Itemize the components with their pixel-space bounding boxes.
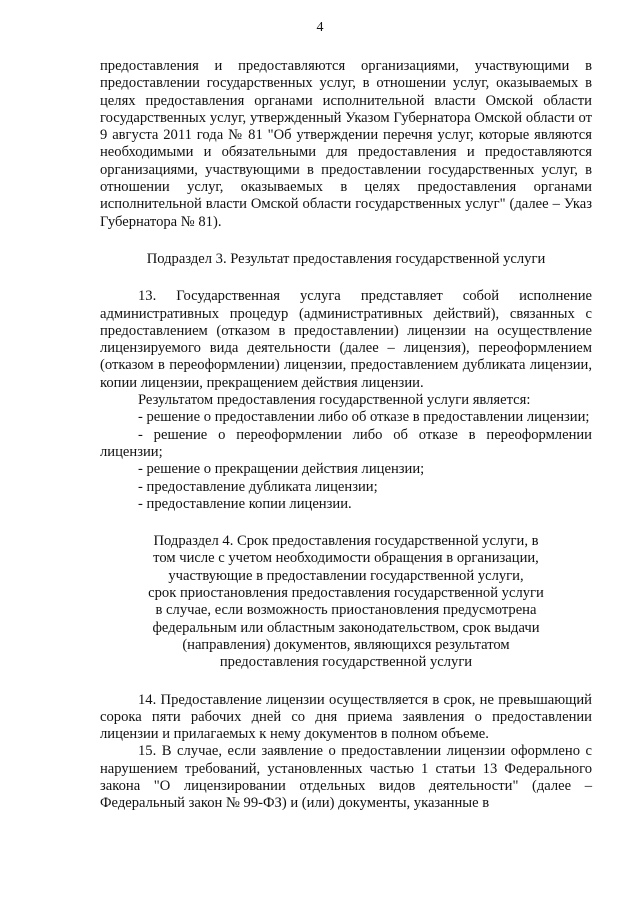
subsection-4-heading-line: федеральным или областным законодательством, срок выдачи [152, 619, 540, 636]
paragraph-13: 13. Государственная услуга представляет собой исполнение административных процедур (административных действий), связанных с предоставлением (отказом в предоставлении) лицензии на осуществление лицензируемого вида деятельности (далее – лицензия), переоформлением (отказом в переоформлении) лицензии, предоставлением дубликата лицензии, копии лицензии, прекращением действия лицензии. [100, 288, 592, 391]
subsection-4-heading-line: (направления) документов, являющихся результатом [182, 636, 510, 653]
subsection-4-heading-line: Подраздел 4. Срок предоставления государственной услуги, в [153, 533, 539, 550]
page-number: 4 [316, 20, 324, 35]
subsection-3-heading: Подраздел 3. Результат предоставления государственной услуги [146, 250, 546, 267]
paragraph-14: 14. Предоставление лицензии осуществляется в срок, не превышающий сорока пяти рабочих дней со дня приема заявления о предоставлении лицензии и прилагаемых к нему документов в полном объеме. [100, 691, 592, 743]
paragraph-15: 15. В случае, если заявление о предоставлении лицензии оформлено с нарушением требований, установленных частью 1 статьи 13 Федерального закона "О лицензировании отдельных видов деятельности" (далее – Федеральный закон № 99-ФЗ) и (или) документы, указанные в [100, 743, 592, 812]
subsection-4-heading-line: в случае, если возможность приостановления предусмотрена [155, 602, 537, 619]
result-item-5: - предоставление копии лицензии. [138, 495, 352, 512]
result-item-1: - решение о предоставлении либо об отказе в предоставлении лицензии; [138, 409, 590, 426]
result-item-3: - решение о прекращении действия лицензии; [138, 461, 425, 478]
paragraph-continuation: предоставления и предоставляются организациями, участвующими в предоставлении государственных услуг, в отношении услуг, оказываемых в целях предоставления органами исполнительной власти Омской области государственных услуг, утвержденный Указом Губернатора Омской области от 9 августа 2011 года № 81 "Об утверждении перечня услуг, которые являются необходимыми и обязательными для предоставления и предоставляются организациями, участвующими в предоставлении государственных услуг, в отношении услуг, оказываемых в целях предоставления органами исполнительной власти Омской области государственных услуг" (далее – Указ Губернатора № 81). [100, 58, 592, 230]
subsection-4-heading-line: участвующие в предоставлении государственной услуги, [168, 567, 524, 584]
result-item-2: - решение о переоформлении либо об отказе в переоформлении лицензии; [100, 426, 592, 460]
subsection-4-heading-line: том числе с учетом необходимости обращения в организации, [153, 550, 539, 567]
document-body [100, 58, 592, 813]
result-item-4: - предоставление дубликата лицензии; [138, 478, 378, 495]
subsection-4-heading-line: срок приостановления предоставления государственной услуги [148, 585, 544, 602]
paragraph-13-result: Результатом предоставления государственной услуги является: [138, 392, 531, 409]
subsection-4-heading-line: предоставления государственной услуги [219, 654, 473, 671]
subsection-4-heading [100, 533, 592, 671]
